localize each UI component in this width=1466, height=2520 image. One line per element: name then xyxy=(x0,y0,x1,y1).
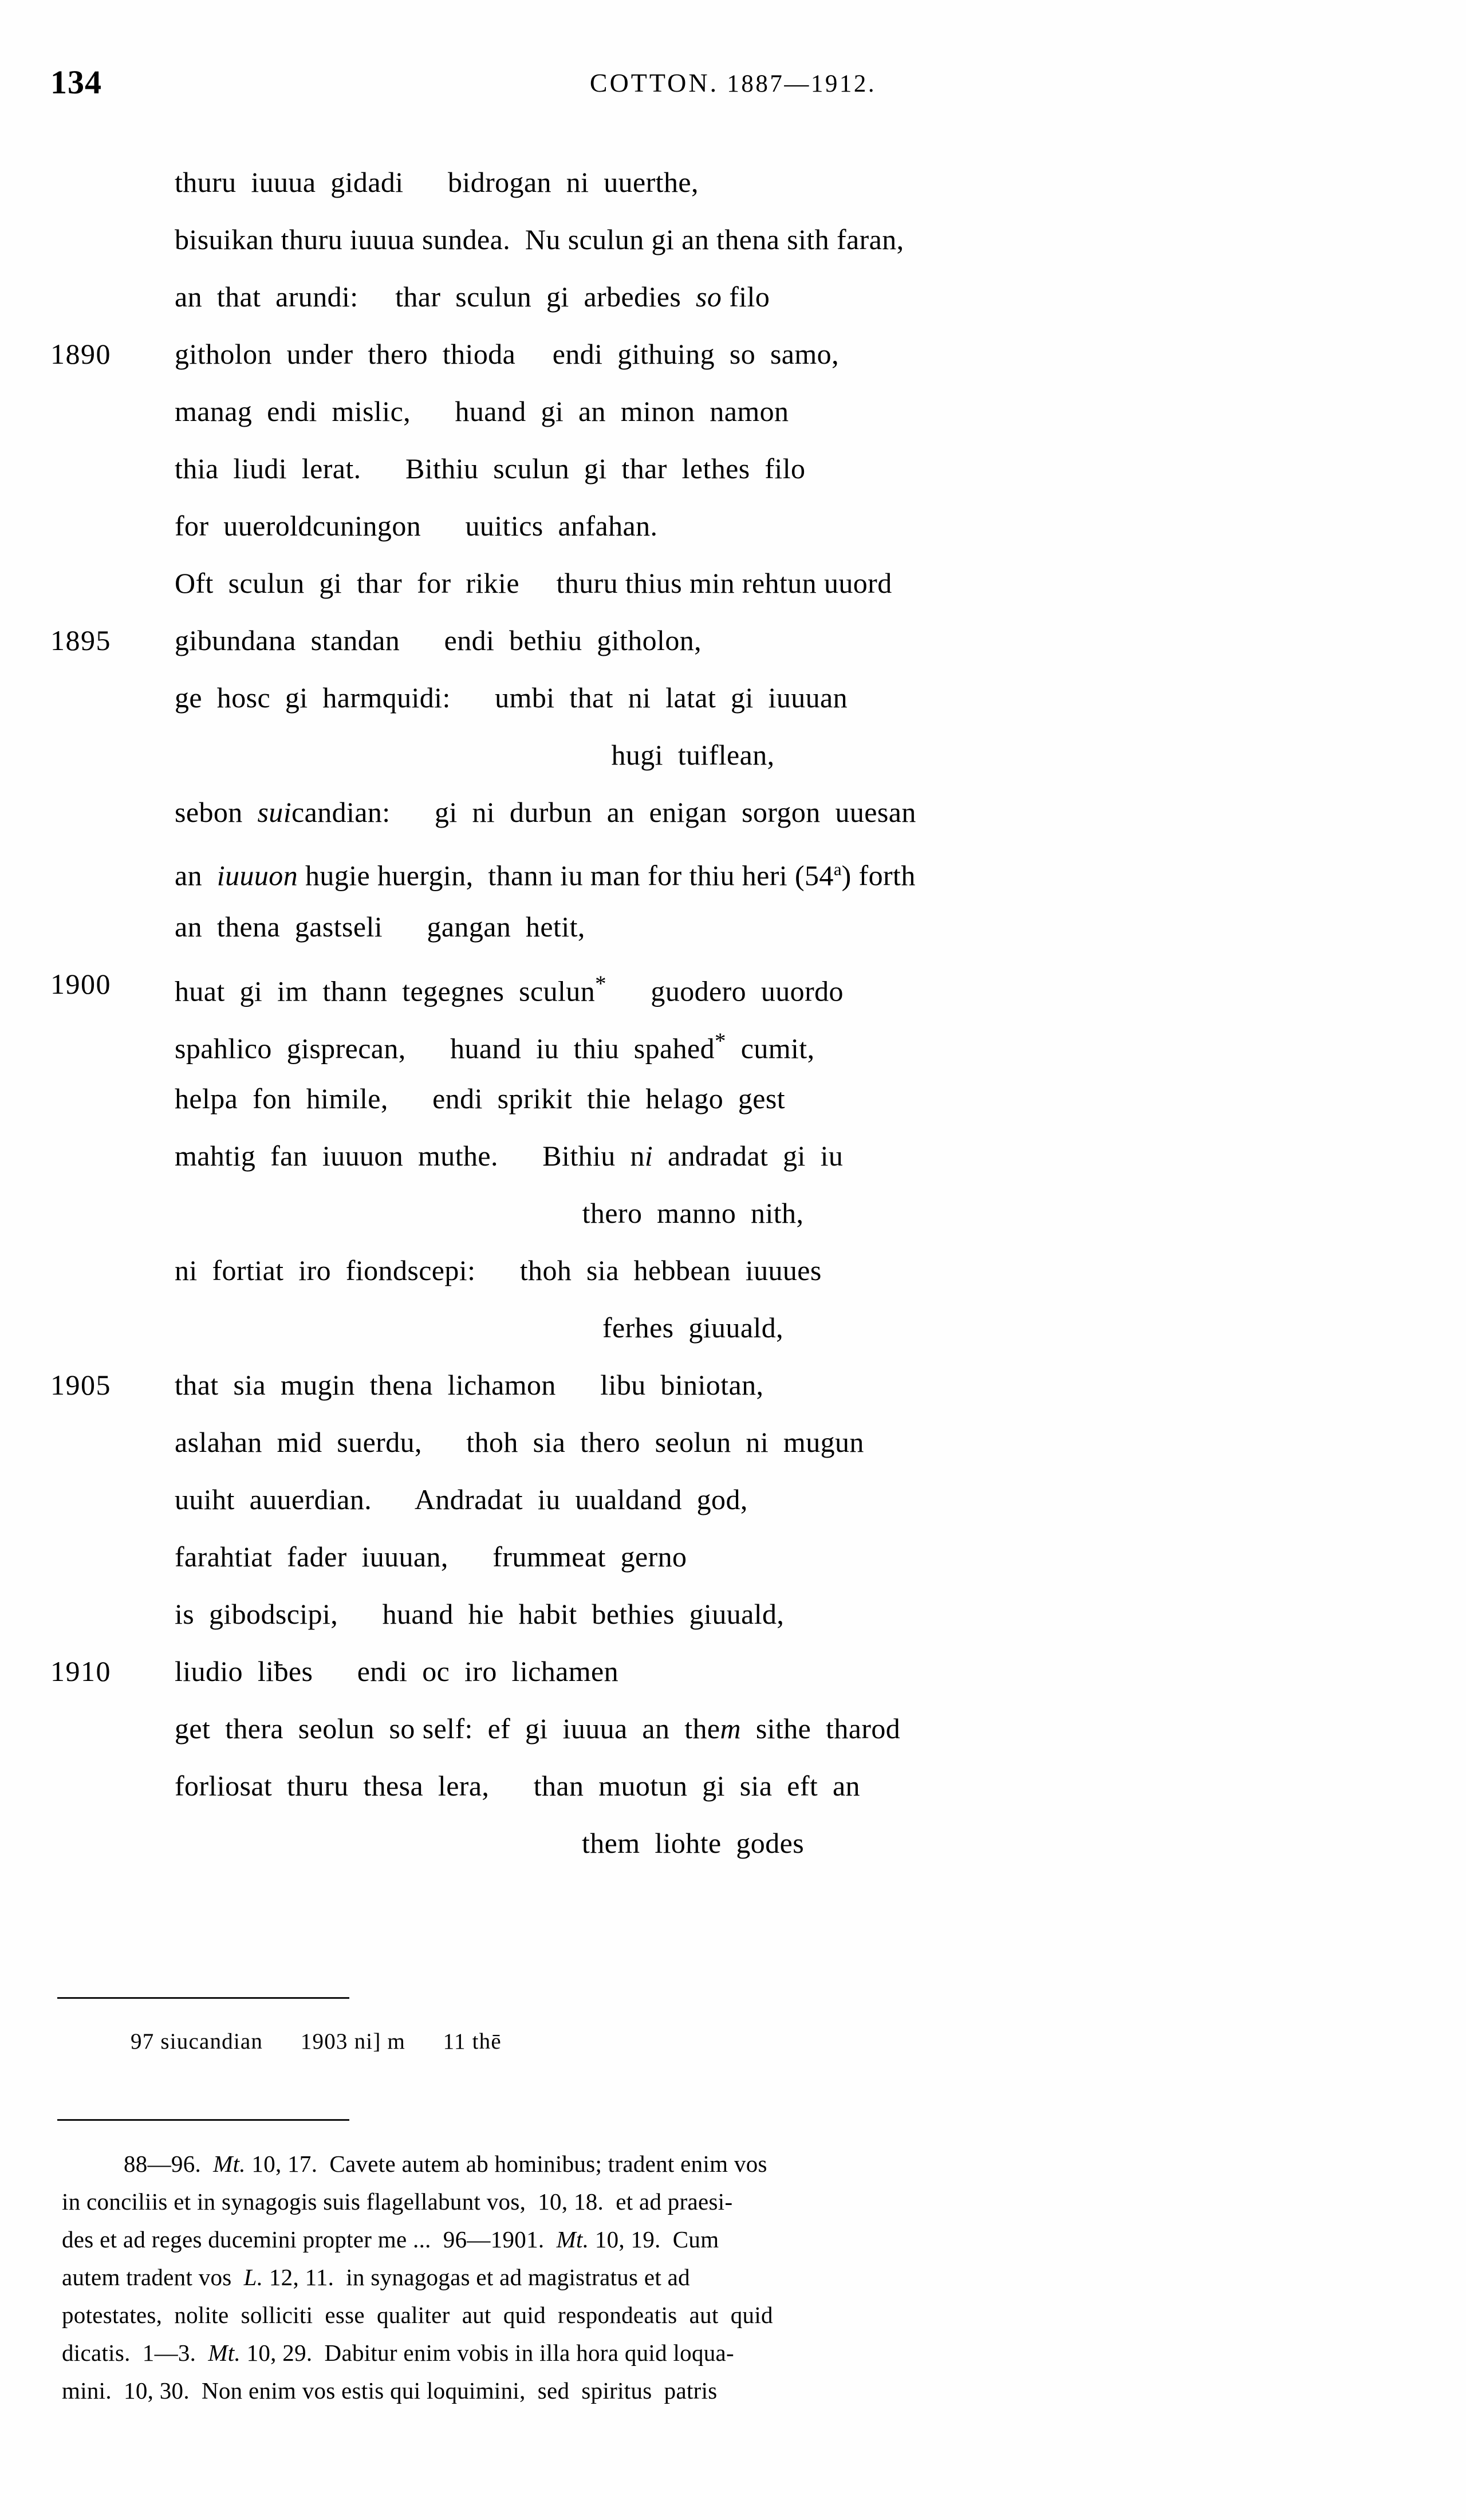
verse-line xyxy=(0,1184,1466,1242)
verse-line-text: huat gi im thann tegegnes sculun* guodero uuordo xyxy=(175,971,844,1007)
verse-line xyxy=(0,955,1466,1013)
verse-line xyxy=(0,383,1466,440)
italic-run: L. xyxy=(243,2264,263,2290)
latin-note-line: dicatis. 1—3. Mt. 10, 29. Dabitur enim vobis in illa hora quid loqua- xyxy=(62,2340,734,2366)
verse-line xyxy=(0,1643,1466,1700)
italic-run: iuuuon xyxy=(216,859,298,892)
italic-run: Mt. xyxy=(556,2226,589,2253)
italic-run: m xyxy=(720,1712,742,1745)
verse-line-text: ferhes giuuald, xyxy=(602,1312,784,1344)
verse-line xyxy=(0,1013,1466,1070)
verse-line-text: for uueroldcuningon uuitics anfahan. xyxy=(175,510,658,542)
verse-line xyxy=(0,440,1466,497)
italic-run: so xyxy=(696,281,722,313)
verse-line-text: mahtig fan iuuuon muthe. Bithiu ni andradat gi iu xyxy=(175,1140,844,1172)
verse-line-text: aslahan mid suerdu, thoh sia thero seolun ni mugun xyxy=(175,1426,864,1458)
verse-line-number: 1910 xyxy=(50,1655,111,1687)
verse-line xyxy=(0,325,1466,383)
apparatus-rule-top xyxy=(57,1997,349,1999)
italic-run: Mt. xyxy=(208,2340,241,2366)
variant-apparatus: 97 siucandian 1903 ni] m 11 thē xyxy=(131,2029,508,2054)
verse-line xyxy=(0,841,1466,898)
verse-line-text: get thera seolun so self: ef gi iuuua an them sithe tharod xyxy=(175,1712,901,1745)
verse-line-text: ni fortiat iro fiondscepi: thoh sia hebbean iuuues xyxy=(175,1254,822,1286)
verse-line-text: sebon suicandian: gi ni durbun an enigan sorgon uuesan xyxy=(175,796,916,828)
verse-line-text: hugi tuiflean, xyxy=(611,739,775,771)
verse-line xyxy=(0,612,1466,669)
verse-line-number: 1890 xyxy=(50,338,111,370)
verse-line xyxy=(0,898,1466,955)
verse-line-text: forliosat thuru thesa lera, than muotun gi sia eft an xyxy=(175,1770,860,1802)
verse-line xyxy=(0,153,1466,211)
verse-line-text: them liohte godes xyxy=(581,1827,805,1859)
verse-line-text: an iuuuon hugie huergin, thann iu man for thiu heri (54$^a$) forth xyxy=(175,859,916,892)
verse-line xyxy=(0,497,1466,554)
superscript: a xyxy=(833,859,842,879)
verse-line-text: uuiht auuerdian. Andradat iu uualdand god, xyxy=(175,1483,748,1515)
latin-note-line: 88—96. Mt. 10, 17. Cavete autem ab hominibus; tradent enim vos xyxy=(124,2151,767,2177)
verse-line xyxy=(0,1471,1466,1528)
italic-run: sui xyxy=(257,796,292,828)
verse-line xyxy=(0,1070,1466,1127)
verse-line xyxy=(0,783,1466,841)
verse-line-text: helpa fon himile, endi sprikit thie helago gest xyxy=(175,1082,786,1115)
verse-line-text: an thena gastseli gangan hetit, xyxy=(175,911,585,943)
verse-line xyxy=(0,211,1466,268)
latin-note-line: potestates, nolite solliciti esse qualiter aut quid respondeatis aut quid xyxy=(62,2302,773,2328)
verse-line xyxy=(0,1585,1466,1643)
latin-note-line: autem tradent vos L. 12, 11. in synagogas et ad magistratus et ad xyxy=(62,2264,690,2290)
verse-line xyxy=(0,268,1466,325)
verse-line xyxy=(0,1413,1466,1471)
italic-run: Mt. xyxy=(213,2151,246,2177)
asterisk-marker: * xyxy=(715,1029,726,1053)
verse-line-text: bisuikan thuru iuuua sundea. Nu sculun gi an thena sith faran, xyxy=(175,223,904,255)
verse-line xyxy=(0,1528,1466,1585)
running-title-work: COTTON. xyxy=(589,68,719,97)
verse-line-text: gibundana standan endi bethiu githolon, xyxy=(175,624,702,656)
verse-line-text: thuru iuuua gidadi bidrogan ni uuerthe, xyxy=(175,166,699,198)
verse-line xyxy=(0,1700,1466,1757)
latin-note-line: mini. 10, 30. Non enim vos estis qui loquimini, sed spiritus patris xyxy=(62,2377,718,2404)
verse-line-text: that sia mugin thena lichamon libu biniotan, xyxy=(175,1369,764,1401)
verse-line xyxy=(0,554,1466,612)
italic-run: i xyxy=(644,1140,653,1172)
verse-line xyxy=(0,726,1466,783)
verse-body xyxy=(0,153,1466,1872)
page-number: 134 xyxy=(50,64,102,101)
verse-line-text: manag endi mislic, huand gi an minon namon xyxy=(175,395,789,427)
verse-line-number: 1895 xyxy=(50,624,111,656)
verse-line-text: thia liudi lerat. Bithiu sculun gi thar lethes filo xyxy=(175,452,806,485)
verse-line-text: farahtiat fader iuuuan, frummeat gerno xyxy=(175,1541,687,1573)
verse-line xyxy=(0,1242,1466,1299)
verse-line-text: is gibodscipi, huand hie habit bethies giuuald, xyxy=(175,1598,785,1630)
running-title xyxy=(0,68,1466,98)
verse-line-text: liudio liƀes endi oc iro lichamen xyxy=(175,1655,618,1687)
running-title-range: 1887—1912. xyxy=(727,70,877,97)
verse-line xyxy=(0,1757,1466,1814)
verse-line-number: 1900 xyxy=(50,968,111,1000)
verse-line xyxy=(0,669,1466,726)
running-head xyxy=(0,60,1466,105)
verse-line-text: Oft sculun gi thar for rikie thuru thius min rehtun uuord xyxy=(175,567,892,599)
latin-source-note xyxy=(62,2145,1408,2409)
verse-line xyxy=(0,1299,1466,1356)
latin-note-line: in conciliis et in synagogis suis flagellabunt vos, 10, 18. et ad praesi- xyxy=(62,2188,733,2215)
verse-line-text: githolon under thero thioda endi githuing so samo, xyxy=(175,338,839,370)
verse-line xyxy=(0,1127,1466,1184)
verse-line xyxy=(0,1356,1466,1413)
verse-line-text: an that arundi: thar sculun gi arbedies so filo xyxy=(175,281,770,313)
verse-line xyxy=(0,1814,1466,1872)
apparatus-rule-bottom xyxy=(57,2119,349,2121)
verse-line-text: ge hosc gi harmquidi: umbi that ni latat gi iuuuan xyxy=(175,682,848,714)
verse-line-number: 1905 xyxy=(50,1369,111,1401)
verse-line-text: thero manno nith, xyxy=(582,1197,804,1229)
verse-line-text: spahlico gisprecan, huand iu thiu spahed* cumit, xyxy=(175,1029,815,1065)
asterisk-marker: * xyxy=(595,971,607,996)
latin-note-line: des et ad reges ducemini propter me ... 96—1901. Mt. 10, 19. Cum xyxy=(62,2226,719,2253)
